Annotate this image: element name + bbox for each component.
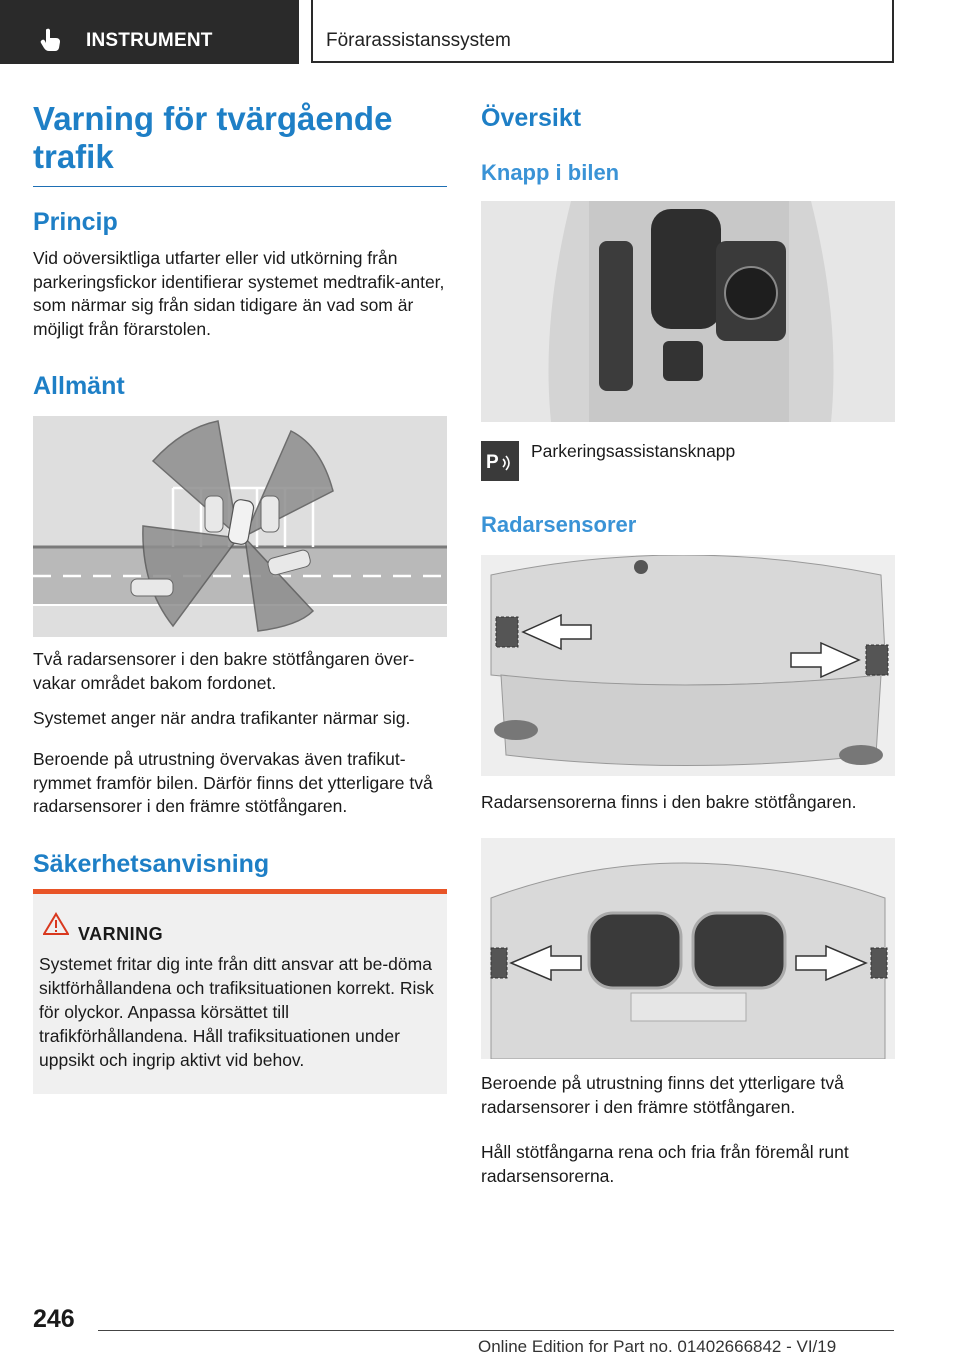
title-rule [33,186,447,187]
footer-edition: Online Edition for Part no. 01402666842 - VI/19 [478,1337,837,1356]
principle-heading: Princip [33,208,118,236]
center-console-image [481,201,895,422]
front-bumper-image [481,838,895,1059]
parking-assist-icon [481,441,519,481]
radar-paragraph-1: Radarsensorerna finns i den bakre stötfångaren. [481,792,857,812]
header-topic-tab [311,0,894,63]
header-topic-title: Förarassistanssystem [326,30,511,51]
warning-box [33,889,447,1094]
cross-traffic-diagram [33,416,447,637]
page-number: 246 [33,1305,75,1333]
svg-text:P: P [486,452,499,473]
hand-pointer-icon [40,28,62,52]
page-title: Varning för tvärgående trafik [33,100,393,175]
principle-text: Vid oöversiktliga utfarter eller vid utkörning från parkeringsfickor identifierar systemet medtrafik-anter, som närmar sig från sidan tidigare än vad som är möjligt från förarstolen. [33,248,445,339]
footer-rule [98,1330,894,1331]
warning-title: VARNING [78,924,164,944]
general-paragraph-2: Systemet anger när andra trafikanter närmar sig. [33,708,411,728]
rear-bumper-image [481,555,895,776]
general-paragraph-3: Beroende på utrustning övervakas även trafikut-rymmet framför bilen. Därför finns det ytterligare två radarsensorer i den främre stötfångaren. [33,749,433,816]
radar-paragraph-3: Håll stötfångarna rena och fria från föremål runt radarsensorerna. [481,1142,849,1186]
general-heading: Allmänt [33,372,125,400]
left-column [33,100,447,187]
button-heading: Knapp i bilen [481,160,620,185]
safety-heading: Säkerhetsanvisning [33,850,270,878]
warning-text: Systemet fritar dig inte från ditt ansvar att be-döma siktförhållandena och trafiksituationen korrekt. Risk för olyckor. Anpassa körsättet till trafikförhållandena. Håll trafiksituationen under uppsikt och ingrip aktivt vid behov. [39,954,434,1070]
header-section-title: INSTRUMENT [86,30,213,51]
header-section-tab [0,0,299,64]
general-paragraph-1: Två radarsensorer i den bakre stötfångaren över-vakar området bakom fordonet. [33,649,415,693]
warning-triangle-icon [43,912,69,936]
radar-heading: Radarsensorer [481,512,637,537]
button-caption: Parkeringsassistansknapp [531,441,736,461]
radar-paragraph-2: Beroende på utrustning finns det ytterligare två radarsensorer i den främre stötfångaren. [481,1073,844,1117]
overview-heading: Översikt [481,104,582,132]
